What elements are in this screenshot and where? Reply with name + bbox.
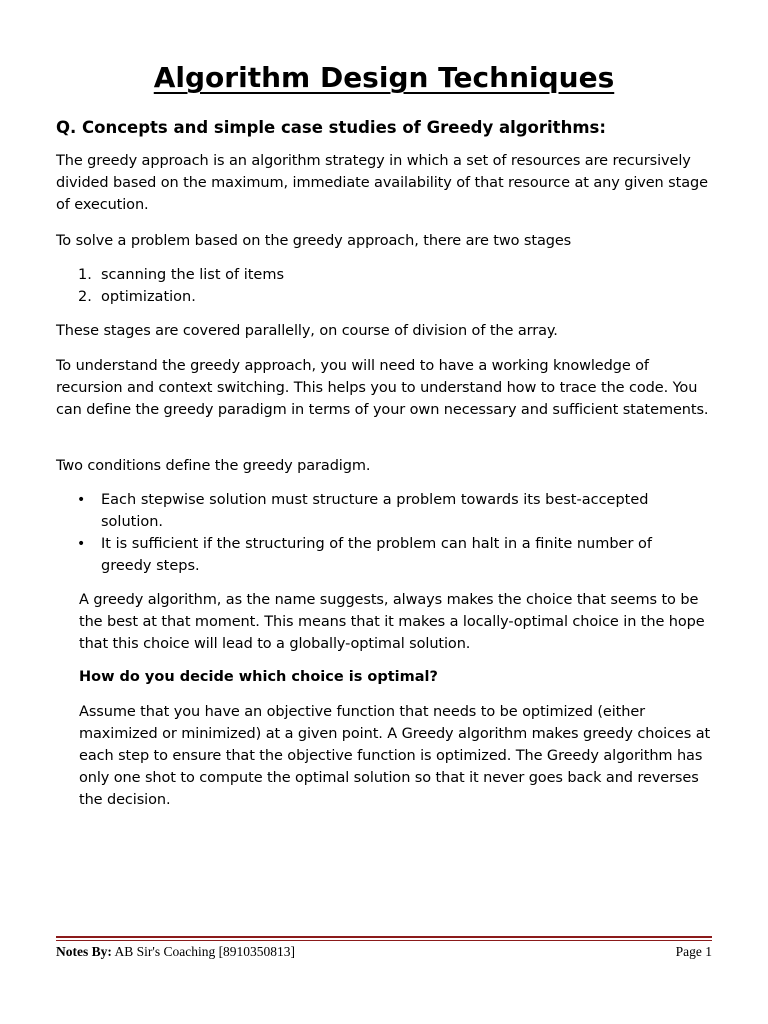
footer-credit [56, 943, 295, 961]
greedy-description: A greedy algorithm, as the name suggests, always makes the choice that seems to be the best at that moment. This means that it makes a locally-optimal choice in the hope that this choice will lead to a globally-optimal solution. [79, 592, 705, 652]
list-text: Each stepwise solution must structure a problem towards its best-accepted solution. [101, 492, 649, 530]
bullet-icon: • [77, 492, 86, 508]
page-number: Page 1 [675, 944, 712, 959]
subheading: How do you decide which choice is optimal? [79, 669, 438, 685]
intro-paragraph: The greedy approach is an algorithm strategy in which a set of resources are recursively divided based on the maximum, immediate availability of that resource at any given stage of execution. [56, 153, 708, 213]
question-heading: Q. Concepts and simple case studies of Greedy algorithms: [56, 118, 606, 137]
bullet-icon: • [77, 536, 86, 552]
stages-intro: To solve a problem based on the greedy approach, there are two stages [56, 233, 572, 249]
optimal-description: Assume that you have an objective function that needs to be optimized (either maximized or minimized) at a given point. A Greedy algorithm makes greedy choices at each step to ensure that the objective function is optimized. The Greedy algorithm has only one shot to compute the optimal solution so that it never goes back and reverses the decision. [79, 704, 711, 808]
footer-notes-value: AB Sir's Coaching [8910350813] [111, 944, 296, 959]
footer-notes-label: Notes By: [56, 944, 112, 959]
understand-paragraph: To understand the greedy approach, you will need to have a working knowledge of recursion and context switching. This helps you to understand how to trace the code. You can define the greedy paradigm in terms of your own necessary and sufficient statements. [56, 358, 709, 418]
footer-rule-thick [56, 936, 712, 938]
conditions-intro: Two conditions define the greedy paradigm. [56, 458, 371, 474]
list-text: optimization. [101, 289, 196, 305]
list-number: 1. [78, 267, 92, 283]
list-text: scanning the list of items [101, 267, 285, 283]
page-title: Algorithm Design Techniques [153, 61, 615, 94]
footer-rule-thin [56, 940, 712, 941]
list-number: 2. [78, 289, 92, 305]
list-text: It is sufficient if the structuring of the problem can halt in a finite number of greedy steps. [101, 536, 653, 574]
stages-note: These stages are covered parallelly, on course of division of the array. [56, 323, 558, 339]
